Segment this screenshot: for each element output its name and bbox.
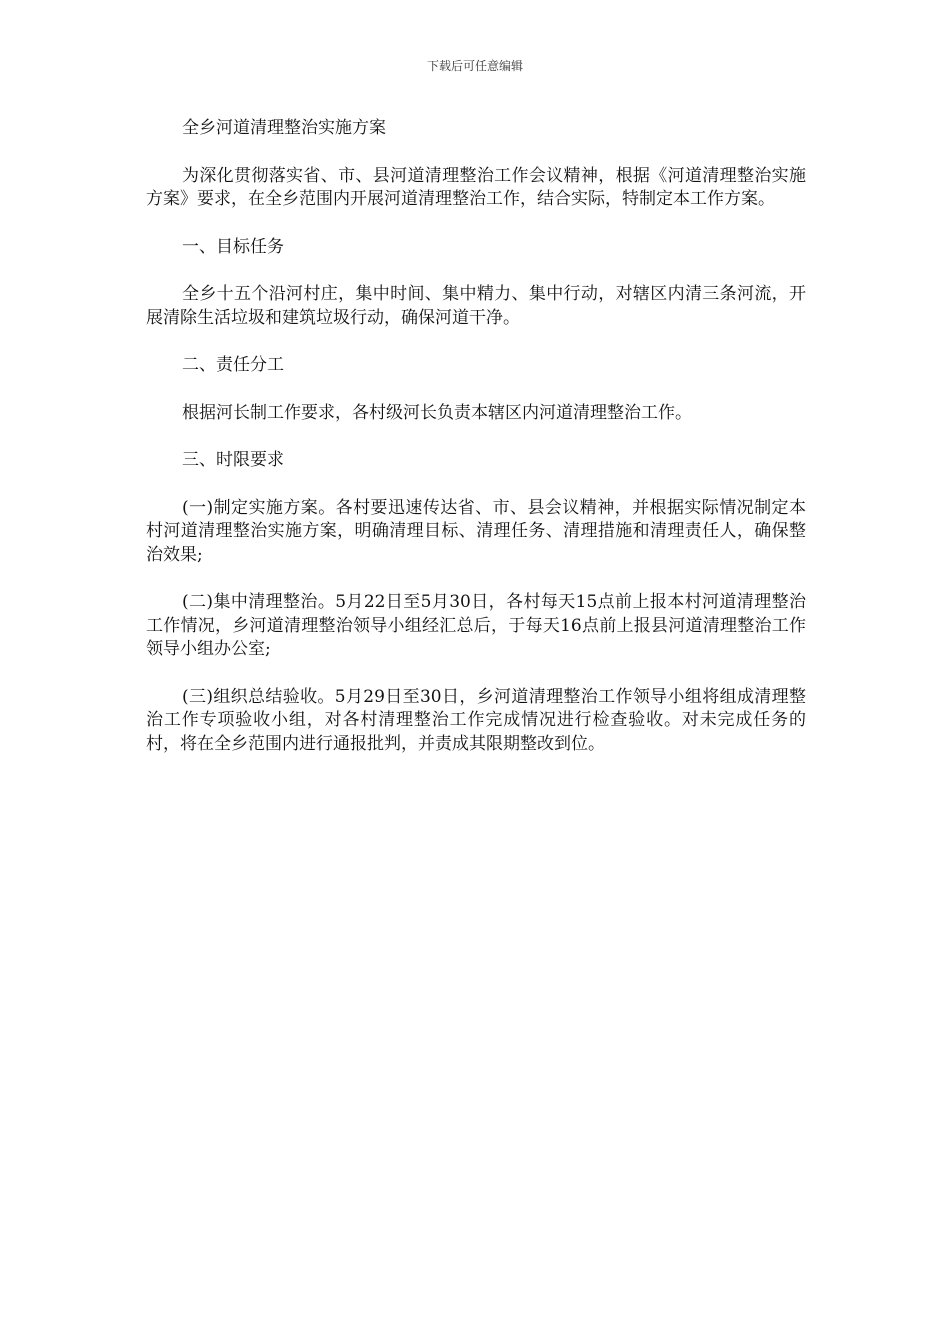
section-heading-responsibility: 二、责任分工: [182, 355, 284, 375]
document-body: [146, 117, 806, 780]
document-title: 全乡河道清理整治实施方案: [182, 118, 386, 138]
section-heading-deadlines: 三、时限要求: [182, 450, 284, 470]
paragraph-deadline-3: (三)组织总结验收。5月29日至30日，乡河道清理整治工作领导小组将组成清理整治工作专项验收小组，对各村清理整治工作完成情况进行检查验收。对未完成任务的村，将在全乡范围内进行通报批判，并责成其限期整改到位。: [146, 686, 806, 754]
paragraph-deadline-1: (一)制定实施方案。各村要迅速传达省、市、县会议精神，并根据实际情况制定本村河道清理整治实施方案，明确清理目标、清理任务、清理措施和清理责任人，确保整治效果;: [146, 497, 806, 565]
page-header-note: 下载后可任意编辑: [426, 59, 523, 73]
paragraph-deadline-2: (二)集中清理整治。5月22日至5月30日，各村每天15点前上报本村河道清理整治工作情况，乡河道清理整治领导小组经汇总后，于每天16点前上报县河道清理整治工作领导小组办公室;: [146, 592, 806, 659]
paragraph-goals: 全乡十五个沿河村庄，集中时间、集中精力、集中行动，对辖区内清三条河流，开展清除生活垃圾和建筑垃圾行动，确保河道干净。: [146, 284, 806, 328]
paragraph-intro: 为深化贯彻落实省、市、县河道清理整治工作会议精神，根据《河道清理整治实施方案》要求，在全乡范围内开展河道清理整治工作，结合实际，特制定本工作方案。: [146, 165, 806, 209]
section-heading-goals: 一、目标任务: [182, 236, 284, 257]
paragraph-responsibility: 根据河长制工作要求，各村级河长负责本辖区内河道清理整治工作。: [182, 402, 692, 423]
